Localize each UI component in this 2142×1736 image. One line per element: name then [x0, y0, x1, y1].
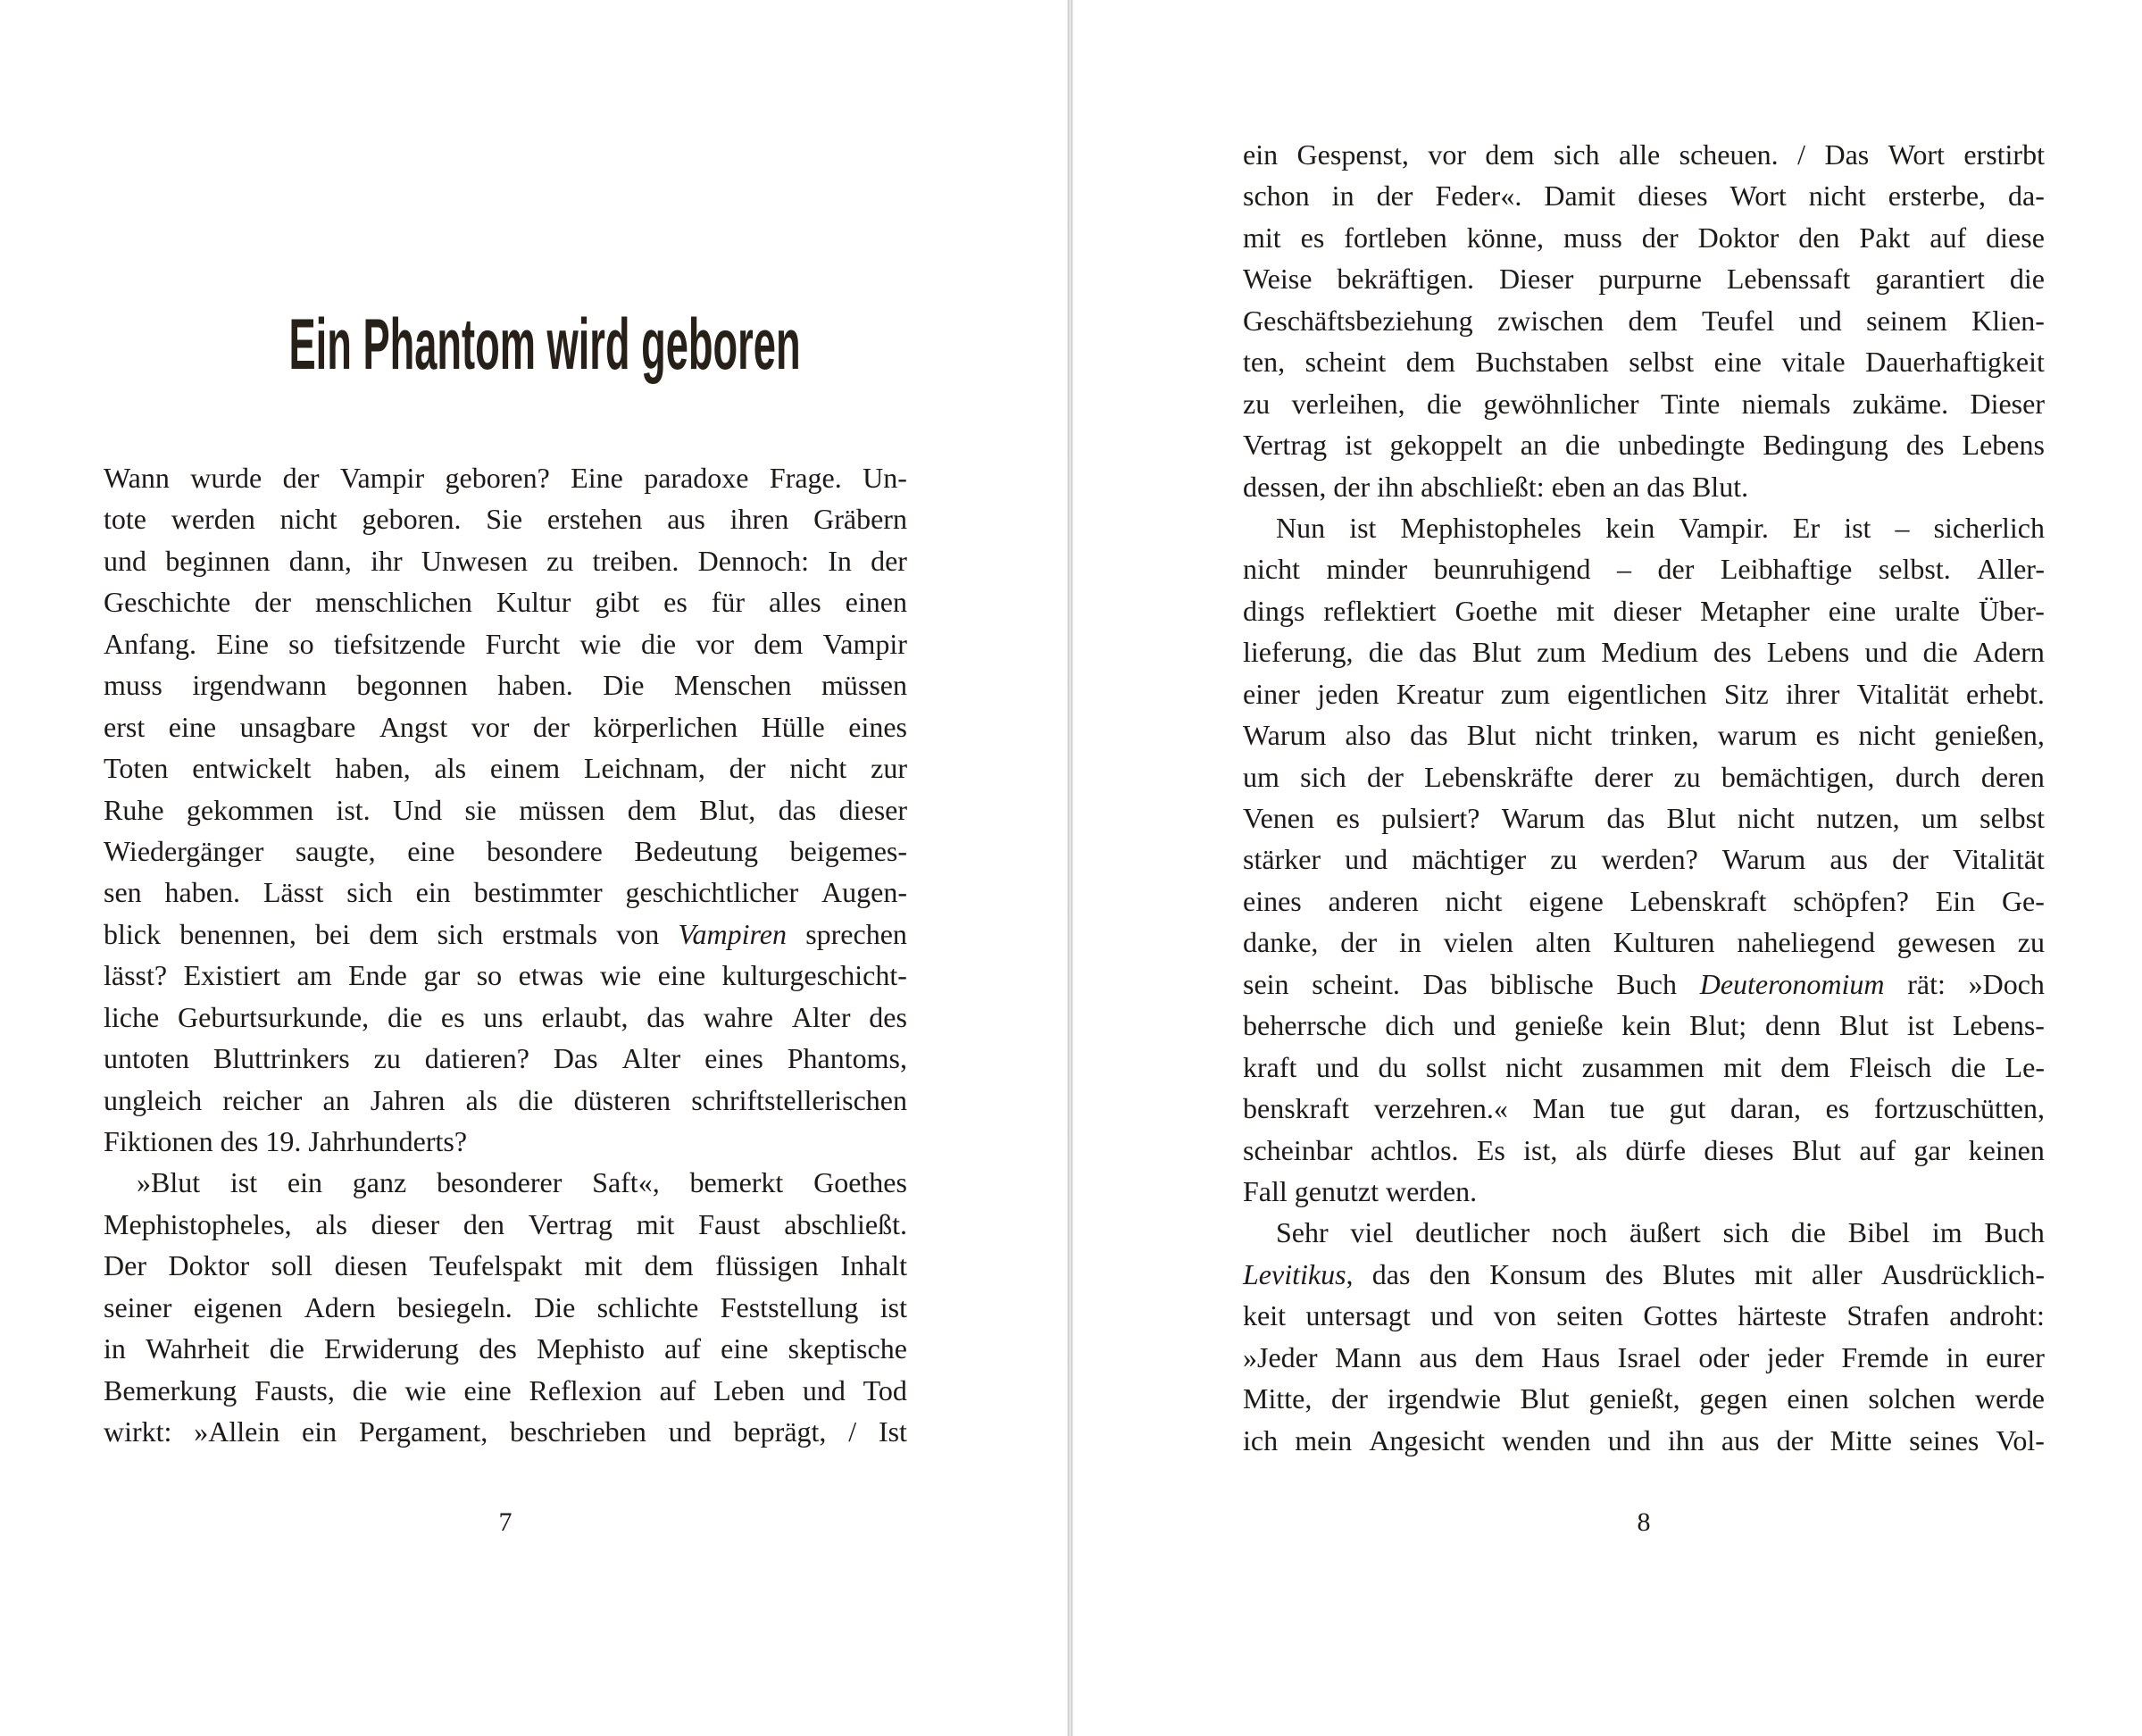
body-line: zu verleihen, die gewöhnlicher Tinte niemals zukäme. Dieser: [1243, 387, 2045, 420]
body-line: nicht minder beunruhigend – der Leibhaftige selbst. Aller-: [1243, 553, 2045, 586]
body-line: »Blut ist ein ganz besonderer Saft«, bemerkt Goethes: [137, 1166, 907, 1199]
body-line: sen haben. Lässt sich ein bestimmter geschichtlicher Augen-: [104, 876, 907, 909]
right-page-number: 8: [1637, 1507, 1651, 1537]
body-line: »Jeder Mann aus dem Haus Israel oder jeder Fremde in eurer: [1243, 1340, 2045, 1373]
body-line: Nun ist Mephistopheles kein Vampir. Er ist – sicherlich: [1276, 511, 2045, 544]
body-line: Wann wurde der Vampir geboren? Eine paradoxe Frage. Un-: [104, 462, 907, 494]
body-line: Sehr viel deutlicher noch äußert sich die Bibel im Buch: [1276, 1216, 2045, 1249]
body-line: stärker und mächtiger zu werden? Warum aus der Vitalität: [1243, 843, 2045, 876]
body-line: Fall genutzt werden.: [1243, 1174, 1478, 1207]
body-line: Bemerkung Fausts, die wie eine Reflexion auf Leben und Tod: [104, 1373, 907, 1406]
body-line: Venen es pulsiert? Warum das Blut nicht nutzen, um selbst: [1243, 802, 2045, 834]
body-line: wirkt: »Allein ein Pergament, beschrieben und beprägt, / Ist: [104, 1415, 907, 1448]
body-line: muss irgendwann begonnen haben. Die Menschen müssen: [104, 669, 907, 702]
chapter-title: [104, 303, 907, 385]
body-line: kraft und du sollst nicht zusammen mit dem Fleisch die Le-: [1243, 1050, 2045, 1083]
body-line: beherrsche dich und genieße kein Blut; denn Blut ist Lebens-: [1243, 1009, 2045, 1042]
body-line: ten, scheint dem Buchstaben selbst eine vitale Dauerhaftigkeit: [1243, 346, 2045, 379]
body-line: dessen, der ihn abschließt: eben an das Blut.: [1243, 470, 1749, 503]
body-line: um sich der Lebenskräfte derer zu bemächtigen, durch deren: [1243, 760, 2045, 793]
body-line: untoten Bluttrinkers zu datieren? Das Alter eines Phantoms,: [104, 1042, 907, 1075]
body-line: lieferung, die das Blut zum Medium des Lebens und die Adern: [1243, 636, 2045, 669]
body-line: seiner eigenen Adern besiegeln. Die schlichte Feststellung ist: [104, 1290, 907, 1323]
body-line: schon in der Feder«. Damit dieses Wort nicht ersterbe, da-: [1243, 179, 2045, 213]
body-line: ungleich reicher an Jahren als die düsteren schriftstellerischen: [104, 1083, 907, 1116]
body-line: dings reflektiert Goethe mit dieser Metapher eine uralte Über-: [1243, 594, 2045, 627]
body-line: Levitikus, das den Konsum des Blutes mit aller Ausdrücklich-: [1243, 1257, 2045, 1290]
body-line: sein scheint. Das biblische Buch Deuteronomium rät: »Doch: [1243, 967, 2045, 1000]
body-line: Mephistopheles, als dieser den Vertrag mit Faust abschließt.: [104, 1207, 907, 1240]
body-line: mit es fortleben könne, muss der Doktor den Pakt auf diese: [1243, 221, 2045, 254]
body-line: keit untersagt und von seiten Gottes härteste Strafen androht:: [1243, 1299, 2045, 1332]
right-page-text-block: [1243, 134, 2045, 1461]
left-page-number: 7: [498, 1507, 513, 1537]
body-line: und beginnen dann, ihr Unwesen zu treiben. Dennoch: In der: [104, 544, 907, 577]
body-line: eines anderen nicht eigene Lebenskraft schöpfen? Ein Ge-: [1243, 884, 2045, 917]
body-line: erst eine unsagbare Angst vor der körperlichen Hülle eines: [104, 710, 907, 743]
body-line: in Wahrheit die Erwiderung des Mephisto auf eine skeptische: [104, 1332, 907, 1365]
chapter-title-text: Ein Phantom wird geboren: [288, 303, 801, 385]
body-line: scheinbar achtlos. Es ist, als dürfe dieses Blut auf gar keinen: [1243, 1133, 2045, 1166]
body-line: Vertrag ist gekoppelt an die unbedingte Bedingung des Lebens: [1243, 429, 2045, 462]
body-line: Wiedergänger saugte, eine besondere Bedeutung beigemes-: [104, 834, 907, 867]
body-line: Der Doktor soll diesen Teufelspakt mit dem flüssigen Inhalt: [104, 1249, 907, 1282]
body-line: Mitte, der irgendwie Blut genießt, gegen einen solchen werde: [1243, 1382, 2045, 1415]
body-line: benskraft verzehren.« Man tue gut daran, es fortzuschütten,: [1243, 1092, 2045, 1125]
body-line: blick benennen, bei dem sich erstmals von Vampiren sprechen: [104, 917, 907, 950]
body-line: Anfang. Eine so tiefsitzende Furcht wie die vor dem Vampir: [104, 627, 907, 660]
body-line: tote werden nicht geboren. Sie erstehen aus ihren Gräbern: [104, 503, 907, 536]
body-line: danke, der in vielen alten Kulturen naheliegend gewesen zu: [1243, 926, 2045, 959]
body-line: Toten entwickelt haben, als einem Leichnam, der nicht zur: [104, 752, 907, 785]
body-line: Weise bekräftigen. Dieser purpurne Lebenssaft garantiert die: [1243, 263, 2045, 296]
left-page-text-block: [104, 457, 907, 1453]
body-line: Warum also das Blut nicht trinken, warum es nicht genießen,: [1243, 719, 2045, 752]
body-line: ein Gespenst, vor dem sich alle scheuen. / Das Wort erstirbt: [1243, 138, 2045, 171]
body-line: Fiktionen des 19. Jahrhunderts?: [104, 1125, 468, 1157]
body-line: Geschäftsbeziehung zwischen dem Teufel und seinem Klien-: [1243, 304, 2045, 337]
body-line: Ruhe gekommen ist. Und sie müssen dem Blut, das dieser: [104, 793, 907, 826]
body-line: liche Geburtsurkunde, die es uns erlaubt, das wahre Alter des: [104, 1000, 907, 1033]
body-line: ich mein Angesicht wenden und ihn aus der Mitte seines Vol-: [1243, 1423, 2045, 1456]
body-line: einer jeden Kreatur zum eigentlichen Sitz ihrer Vitalität erhebt.: [1243, 677, 2045, 710]
body-line: Geschichte der menschlichen Kultur gibt es für alles einen: [104, 586, 907, 619]
body-line: lässt? Existiert am Ende gar so etwas wie eine kulturgeschicht-: [104, 959, 907, 992]
page-gutter-divider: [1067, 0, 1073, 1736]
